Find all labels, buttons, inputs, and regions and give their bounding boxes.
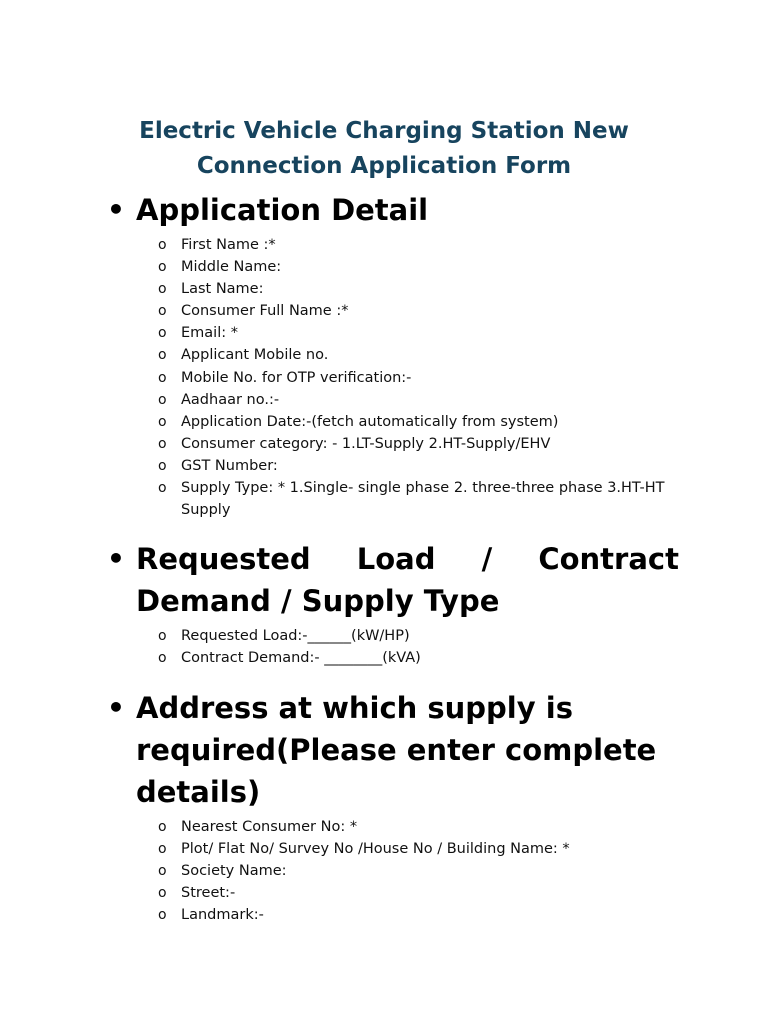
field-list: [107, 816, 679, 926]
field-label: Society Name:: [181, 863, 287, 880]
field-label: Email: *: [181, 325, 238, 342]
section-heading: [107, 538, 679, 622]
sub-bullet-icon: o: [158, 325, 167, 342]
sub-bullet-icon: o: [158, 303, 167, 320]
heading-word: Contract: [538, 542, 679, 576]
list-item: [107, 389, 679, 411]
list-item: [107, 411, 679, 433]
field-label: Mobile No. for OTP verification:-: [181, 369, 412, 386]
section-supply-address: [107, 687, 679, 926]
list-item: [107, 455, 679, 477]
sub-bullet-icon: o: [158, 841, 167, 858]
list-item: [107, 344, 679, 366]
heading-word: Requested: [136, 542, 311, 576]
list-item: [107, 882, 679, 904]
bullet-icon: •: [107, 691, 125, 724]
list-item: [107, 256, 679, 278]
sub-bullet-icon: o: [158, 480, 167, 497]
field-label: Contract Demand:- ________(kVA): [181, 650, 421, 667]
list-item: [107, 904, 679, 926]
field-list: [107, 625, 679, 669]
sub-bullet-icon: o: [158, 457, 167, 474]
field-label: Street:-: [181, 885, 236, 902]
field-label: Aadhaar no.:-: [181, 391, 280, 408]
sub-bullet-icon: o: [158, 237, 167, 253]
field-label: GST Number:: [181, 457, 278, 474]
heading-word: Load: [356, 542, 436, 576]
field-label: Landmark:-: [181, 907, 264, 924]
bullet-icon: •: [107, 542, 125, 575]
list-item: [107, 322, 679, 344]
section-requested-load: [107, 538, 679, 669]
section-application-detail: [107, 189, 679, 521]
field-label: Plot/ Flat No/ Survey No /House No / Building Name: *: [181, 841, 570, 858]
sub-bullet-icon: o: [158, 413, 167, 430]
section-heading: [107, 687, 679, 813]
sub-bullet-icon: o: [158, 885, 167, 902]
field-list: [107, 234, 679, 521]
list-item: [107, 433, 679, 455]
field-label: Application Date:-(fetch automatically from system): [181, 413, 559, 430]
heading-word: /: [481, 542, 493, 576]
sub-bullet-icon: o: [158, 863, 167, 880]
section-heading-text: Application Detail: [136, 193, 429, 227]
sub-bullet-icon: o: [158, 650, 167, 667]
list-item: [107, 477, 679, 521]
field-label: Requested Load:-______(kW/HP): [181, 628, 410, 644]
field-label: Nearest Consumer No: *: [181, 819, 358, 835]
list-item: [107, 838, 679, 860]
list-item: [107, 625, 679, 647]
field-label: Last Name:: [181, 281, 264, 298]
sub-bullet-icon: o: [158, 281, 167, 298]
sub-bullet-icon: o: [158, 369, 167, 386]
sub-bullet-icon: o: [158, 819, 167, 835]
sub-bullet-icon: o: [158, 347, 167, 364]
list-item: [107, 860, 679, 882]
field-label: Consumer category: - 1.LT-Supply 2.HT-Supply/EHV: [181, 435, 551, 452]
sub-bullet-icon: o: [158, 628, 167, 644]
list-item: [107, 234, 679, 256]
list-item: [107, 300, 679, 322]
field-label: Supply Type: * 1.Single- single phase 2. three-three phase 3.HT-HT Supply: [181, 480, 665, 519]
sub-bullet-icon: o: [158, 259, 167, 276]
section-heading-line-2: Demand / Supply Type: [136, 584, 500, 618]
list-item: [107, 278, 679, 300]
list-item: [107, 816, 679, 838]
sub-bullet-icon: o: [158, 391, 167, 408]
field-label: Applicant Mobile no.: [181, 347, 329, 364]
bullet-icon: •: [107, 193, 125, 226]
sub-bullet-icon: o: [158, 435, 167, 452]
field-label: Consumer Full Name :*: [181, 303, 349, 320]
section-heading-text: Address at which supply is required(Please enter complete details): [136, 691, 657, 809]
list-item: [107, 647, 679, 669]
list-item: [107, 367, 679, 389]
field-label: Middle Name:: [181, 259, 282, 276]
field-label: First Name :*: [181, 237, 276, 253]
section-heading-line-1: [136, 538, 679, 580]
section-heading: [107, 189, 679, 231]
document-title: Electric Vehicle Charging Station New Connection Application Form: [139, 118, 629, 179]
sub-bullet-icon: o: [158, 907, 167, 924]
